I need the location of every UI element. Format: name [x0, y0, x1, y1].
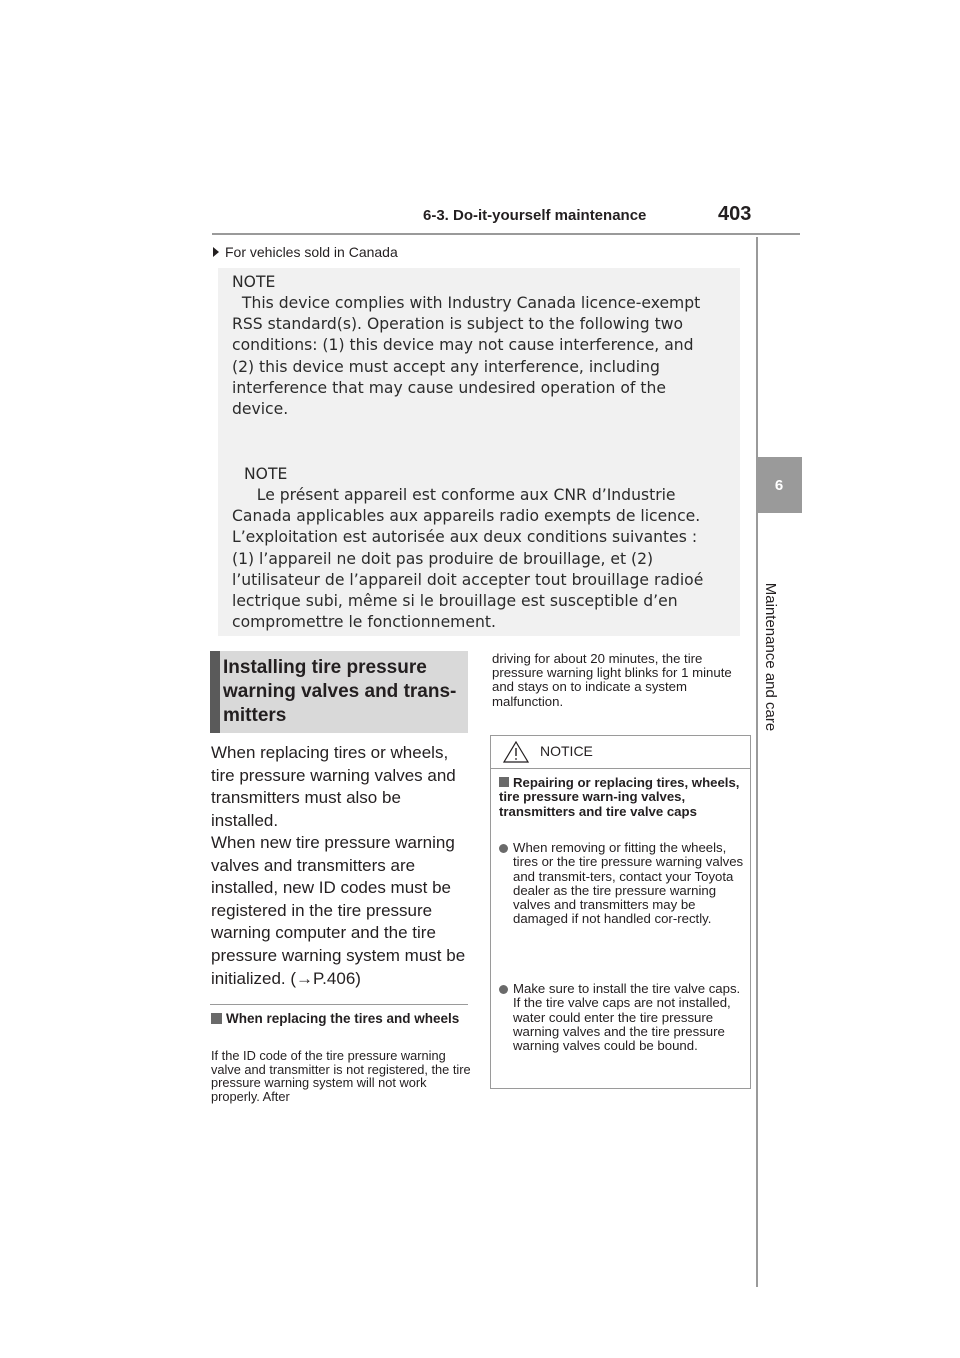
- page-number: 403: [718, 203, 752, 225]
- notice-box: [490, 735, 751, 1089]
- round-bullet-icon: [499, 844, 508, 853]
- regulatory-notice-image: [218, 268, 740, 636]
- notice-label: NOTICE: [540, 743, 593, 759]
- notice-fr-body: Le présent appareil est conforme aux CNR d’Industrie Canada applicables aux appareils radio exempts de licence. L’exploitation est autorisée aux deux conditions suivantes : (1) l’appareil ne doit pas produire de brouillage, et (2) l’utilisateur de l’appareil doit accepter tout brouillage radioé lectrique subi, même si le brouillage est susceptible d’en compromettre le fonctionnement.: [232, 486, 704, 632]
- square-bullet-icon: [211, 1013, 222, 1024]
- subheading-text: When replacing the tires and wheels: [226, 1011, 460, 1026]
- square-bullet-icon: [499, 777, 509, 787]
- continued-paragraph: driving for about 20 minutes, the tire pressure warning light blinks for 1 minute and stays on to indicate a system malfunction.: [492, 651, 732, 709]
- warning-triangle-icon: [503, 741, 529, 763]
- header-rule: [212, 233, 800, 235]
- notice-header: [491, 736, 750, 769]
- section-heading: Installing tire pressure warning valves and trans-mitters: [223, 657, 457, 726]
- body-paragraph-2: When new tire pressure warning valves and transmitters are installed, new ID codes must be registered in the tire pressure warning computer and the tire pressure warning system must be initialized. (→P.406): [211, 833, 466, 988]
- notice-bullet-2-text: Make sure to install the tire valve caps. If the tire valve caps are not installed, water could enter the tire pressure warning valves and the tire pressure warning valves could be bound.: [513, 981, 741, 1054]
- notice-en-title: NOTE: [232, 273, 276, 291]
- notice-bullet-2: [499, 982, 744, 1053]
- subheading-body: If the ID code of the tire pressure warning valve and transmitter is not registered, the tire pressure warning system will not work properly. After: [211, 1048, 471, 1104]
- triangle-bullet-icon: [213, 247, 219, 257]
- running-header-section: 6-3. Do-it-yourself maintenance: [423, 207, 647, 224]
- notice-subheading-text: Repairing or replacing tires, wheels, tire pressure warn-ing valves, transmitters and tire valve caps: [499, 775, 740, 819]
- body-paragraph-1: When replacing tires or wheels, tire pressure warning valves and transmitters must also be installed.: [211, 743, 456, 830]
- chapter-title-vertical: Maintenance and care: [762, 582, 779, 732]
- notice-subheading: [499, 776, 744, 819]
- canada-line: [213, 244, 398, 260]
- canada-label: For vehicles sold in Canada: [225, 244, 398, 260]
- divider: [210, 1004, 468, 1005]
- chapter-side-tab: [756, 237, 802, 1287]
- notice-fr-title: NOTE: [244, 465, 288, 483]
- heading-accent-bar: [210, 651, 220, 733]
- section-heading-box: [210, 651, 468, 733]
- notice-en-body: This device complies with Industry Canada licence-exempt RSS standard(s). Operation is subject to the following two conditions: (1) this device may not cause interference, and (2) this device must accept any interference, including interference that may cause undesired operation of the device.: [232, 294, 701, 419]
- notice-bullet-1-text: When removing or fitting the wheels, tires or the tire pressure warning valves and transmit-ters, contact your Toyota dealer as the tire pressure warning valves and transmitters may be damaged if not handled cor-rectly.: [513, 840, 744, 927]
- notice-bullet-1: [499, 841, 744, 927]
- chapter-number-badge: 6: [756, 457, 802, 513]
- round-bullet-icon: [499, 985, 508, 994]
- subheading-replacing: [211, 1011, 469, 1027]
- side-tab-outline: [756, 237, 802, 1287]
